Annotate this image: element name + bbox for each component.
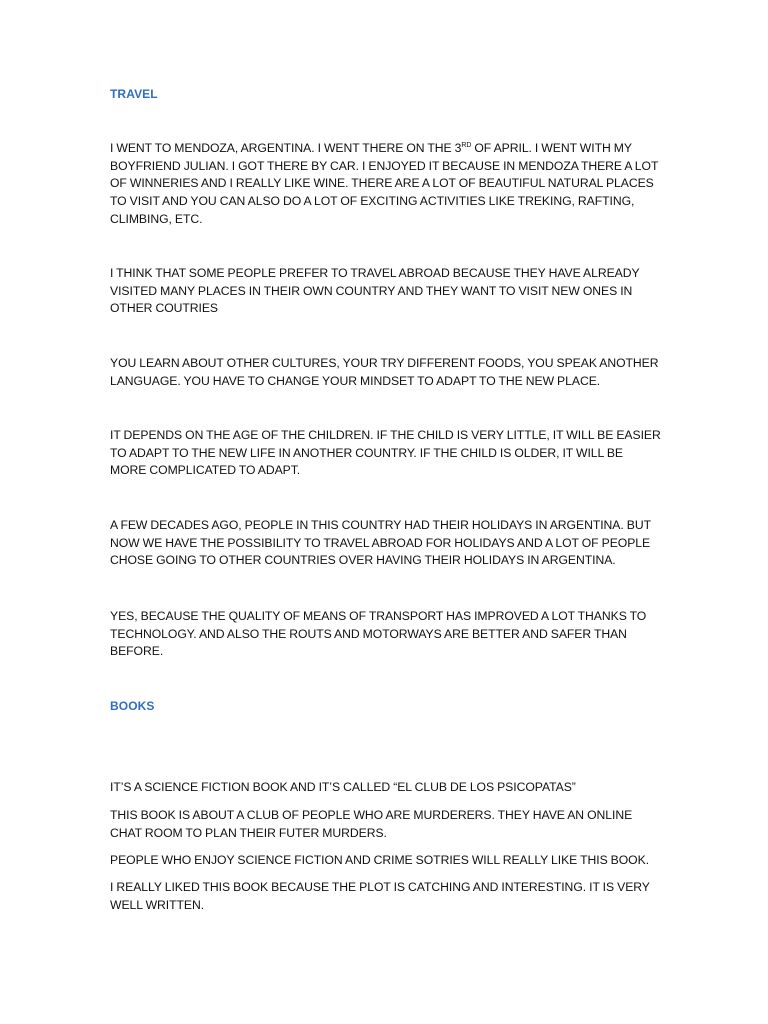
- travel-p1-text-start: I WENT TO MENDOZA, ARGENTINA. I WENT THERE ON THE 3: [110, 141, 462, 155]
- travel-paragraph-3: YOU LEARN ABOUT OTHER CULTURES, YOUR TRY DIFFERENT FOODS, YOU SPEAK ANOTHER LANGUAGE. YOU HAVE TO CHANGE YOUR MINDSET TO ADAPT TO THE NEW PLACE.: [110, 356, 659, 388]
- books-paragraph-1: IT’S A SCIENCE FICTION BOOK AND IT’S CALLED “EL CLUB DE LOS PSICOPATAS”: [110, 780, 576, 794]
- ordinal-suffix: RD: [461, 141, 472, 149]
- books-paragraph-4: I REALLY LIKED THIS BOOK BECAUSE THE PLOT IS CATCHING AND INTERESTING. IT IS VERY WELL WRITTEN.: [110, 880, 650, 912]
- travel-heading: TRAVEL: [110, 87, 158, 101]
- books-paragraph-2: THIS BOOK IS ABOUT A CLUB OF PEOPLE WHO ARE MURDERERS. THEY HAVE AN ONLINE CHAT ROOM TO PLAN THEIR FUTER MURDERS.: [110, 808, 633, 840]
- books-paragraph-3: PEOPLE WHO ENJOY SCIENCE FICTION AND CRIME SOTRIES WILL REALLY LIKE THIS BOOK.: [110, 853, 650, 867]
- travel-paragraph-4: IT DEPENDS ON THE AGE OF THE CHILDREN. IF THE CHILD IS VERY LITTLE, IT WILL BE EASIER TO ADAPT TO THE NEW LIFE IN ANOTHER COUNTRY. IF THE CHILD IS OLDER, IT WILL BE MORE COMPLICATED TO ADAPT.: [110, 428, 661, 478]
- books-heading: BOOKS: [110, 699, 155, 713]
- travel-p1-text-end: OF APRIL. I WENT WITH MY BOYFRIEND JULIAN. I GOT THERE BY CAR. I ENJOYED IT BECAUSE IN MENDOZA THERE A LOT OF WINNERIES AND I REALLY LIKE WINE. THERE ARE A LOT OF BEAUTIFUL NATURAL PLACES TO VISIT AND YOU CAN ALSO DO A LOT OF EXCITING ACTIVITIES LIKE TREKING, RAFTING, CLIMBING, ETC.: [110, 141, 659, 226]
- travel-paragraph-2: I THINK THAT SOME PEOPLE PREFER TO TRAVEL ABROAD BECAUSE THEY HAVE ALREADY VISITED MANY PLACES IN THEIR OWN COUNTRY AND THEY WANT TO VISIT NEW ONES IN OTHER COUTRIES: [110, 266, 640, 316]
- travel-paragraph-1: [110, 140, 662, 229]
- travel-paragraph-5: A FEW DECADES AGO, PEOPLE IN THIS COUNTRY HAD THEIR HOLIDAYS IN ARGENTINA. BUT NOW WE HAVE THE POSSIBILITY TO TRAVEL ABROAD FOR HOLIDAYS AND A LOT OF PEOPLE CHOSE GOING TO OTHER COUNTRIES OVER HAVING THEIR HOLIDAYS IN ARGENTINA.: [110, 518, 651, 568]
- travel-paragraph-6: YES, BECAUSE THE QUALITY OF MEANS OF TRANSPORT HAS IMPROVED A LOT THANKS TO TECHNOLOGY. AND ALSO THE ROUTS AND MOTORWAYS ARE BETTER AND SAFER THAN BEFORE.: [110, 609, 647, 659]
